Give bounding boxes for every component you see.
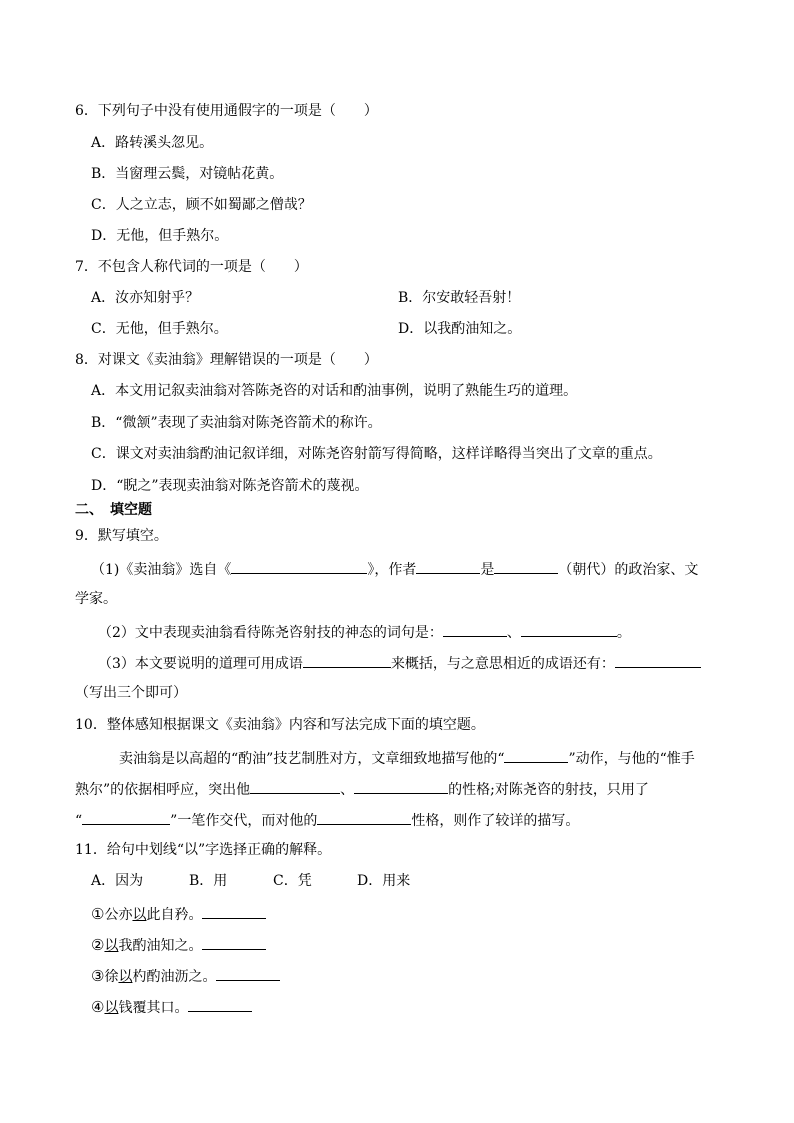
item-text-post: 此自矜。: [146, 907, 203, 923]
q10-line1-text-a: 卖油翁是以高超的“酌油”技艺制胜对方，文章细致地描写他的“: [119, 751, 505, 767]
q9-part2-text-a: （2）文中表现卖油翁看待陈尧咨射技的神态的词句是：: [98, 625, 443, 641]
blank[interactable]: [202, 904, 266, 919]
blank[interactable]: [504, 748, 568, 763]
q7-option-b: B．尔安敢轻吾射！: [398, 290, 521, 306]
q9-part1-text-d: （朝代）的政治家、文: [558, 562, 699, 578]
blank[interactable]: [317, 810, 411, 825]
q9-part1-text-c: 是: [480, 562, 495, 578]
blank[interactable]: [250, 779, 340, 794]
underlined-char: 以: [132, 907, 147, 923]
q11-choice-c: C．凭: [273, 873, 312, 889]
q6-option-b: B．当窗理云鬓，对镜帖花黄。: [91, 166, 284, 182]
q10-line2-text-b: 、: [340, 782, 355, 798]
q7-option-a: A．汝亦知射乎？: [91, 290, 200, 306]
item-text-pre: 公亦: [104, 907, 133, 923]
q9-part3-text-b: 来概括，与之意思相近的成语还有：: [390, 656, 615, 672]
q9-stem: 9．默写填空。: [75, 528, 168, 544]
blank[interactable]: [416, 559, 480, 574]
q8-option-d: D．“睨之”表现卖油翁对陈尧咨箭术的蔑视。: [91, 478, 369, 494]
q9-part2: [98, 622, 631, 642]
q9-part3: [98, 653, 701, 673]
q11-item-4: [91, 997, 252, 1017]
blank[interactable]: [303, 653, 391, 668]
blank[interactable]: [202, 935, 266, 950]
q6-option-a: A．路转溪头忽见。: [91, 135, 214, 151]
q10-stem: 10．整体感知根据课文《卖油翁》内容和写法完成下面的填空题。: [75, 717, 485, 733]
item-text-post: 杓酌油沥之。: [132, 969, 217, 985]
q11-item-1: [91, 904, 266, 924]
blank[interactable]: [231, 559, 367, 574]
item-number: ④: [91, 998, 105, 1016]
q11-choice-b: B．用: [189, 873, 228, 889]
q9-part1: [91, 559, 698, 579]
q9-part3-continued: （写出三个即可）: [75, 685, 187, 701]
q8-option-a: A．本文用记叙卖油翁对答陈尧咨的对话和酌油事例，说明了熟能生巧的道理。: [91, 383, 578, 399]
blank[interactable]: [82, 810, 170, 825]
item-text-post: 钱覆其口。: [118, 1000, 189, 1016]
underlined-char: 以: [104, 1000, 119, 1016]
q8-option-c: C．课文对卖油翁酌油记叙详细，对陈尧咨射箭写得简略，这样详略得当突出了文章的重点。: [91, 446, 662, 462]
q8-option-b: B．“微颔”表现了卖油翁对陈尧咨箭术的称许。: [91, 415, 382, 431]
q10-line3-text-b: ”一笔作交代，而对他的: [170, 813, 318, 829]
q10-line2: [75, 779, 649, 799]
q10-line2-text-c: 的性格;对陈尧咨的射技，只用了: [448, 782, 649, 798]
q9-part1-text-b: 》，作者: [367, 562, 417, 578]
item-text-pre: 徐: [104, 969, 119, 985]
q6-option-c: C．人之立志，顾不如蜀鄙之僧哉？: [91, 197, 312, 213]
q10-line3-text-a: “: [75, 813, 83, 829]
q9-part1-text-a: （1)《卖油翁》选自《: [91, 562, 232, 578]
blank[interactable]: [443, 622, 507, 637]
q9-part2-text-b: 、: [506, 625, 521, 641]
item-number: ①: [91, 905, 105, 923]
q11-item-3: [91, 966, 280, 986]
q10-line3: [75, 810, 579, 830]
q11-stem: 11．给句中划线“以”字选择正确的解释。: [75, 842, 332, 858]
underlined-char: 以: [104, 938, 119, 954]
underlined-char: 以: [118, 969, 133, 985]
item-text-post: 我酌油知之。: [118, 938, 203, 954]
q6-option-d: D．无他，但手熟尔。: [91, 228, 229, 244]
blank[interactable]: [354, 779, 448, 794]
section-title: 二、 填空题: [75, 502, 152, 518]
blank[interactable]: [615, 653, 701, 668]
q7-option-d: D．以我酌油知之。: [398, 321, 522, 337]
blank[interactable]: [216, 966, 280, 981]
q9-part2-text-c: 。: [616, 625, 631, 641]
q7-stem: 7．不包含人称代词的一项是（ ）: [75, 259, 308, 275]
q8-stem: 8．对课文《卖油翁》理解错误的一项是（ ）: [75, 352, 378, 368]
q10-line1: [119, 748, 695, 768]
q11-item-2: [91, 935, 266, 955]
q10-line1-text-b: ”动作，与他的“惟手: [568, 751, 695, 767]
q11-choice-a: A．因为: [91, 873, 144, 889]
q9-part3-text-a: （3）本文要说明的道理可用成语: [98, 656, 303, 672]
q10-line2-text-a: 熟尔”的依据相呼应，突出他: [75, 782, 251, 798]
item-number: ②: [91, 936, 105, 954]
blank[interactable]: [188, 997, 252, 1012]
q10-line3-text-c: 性格，则作了较详的描写。: [411, 813, 580, 829]
q7-option-c: C．无他，但手熟尔。: [91, 321, 228, 337]
q6-stem: 6．下列句子中没有使用通假字的一项是（ ）: [75, 103, 378, 119]
q9-part1-continued: 学家。: [75, 591, 117, 607]
blank[interactable]: [521, 622, 617, 637]
item-number: ③: [91, 967, 105, 985]
q11-choice-d: D．用来: [357, 873, 411, 889]
blank[interactable]: [494, 559, 558, 574]
